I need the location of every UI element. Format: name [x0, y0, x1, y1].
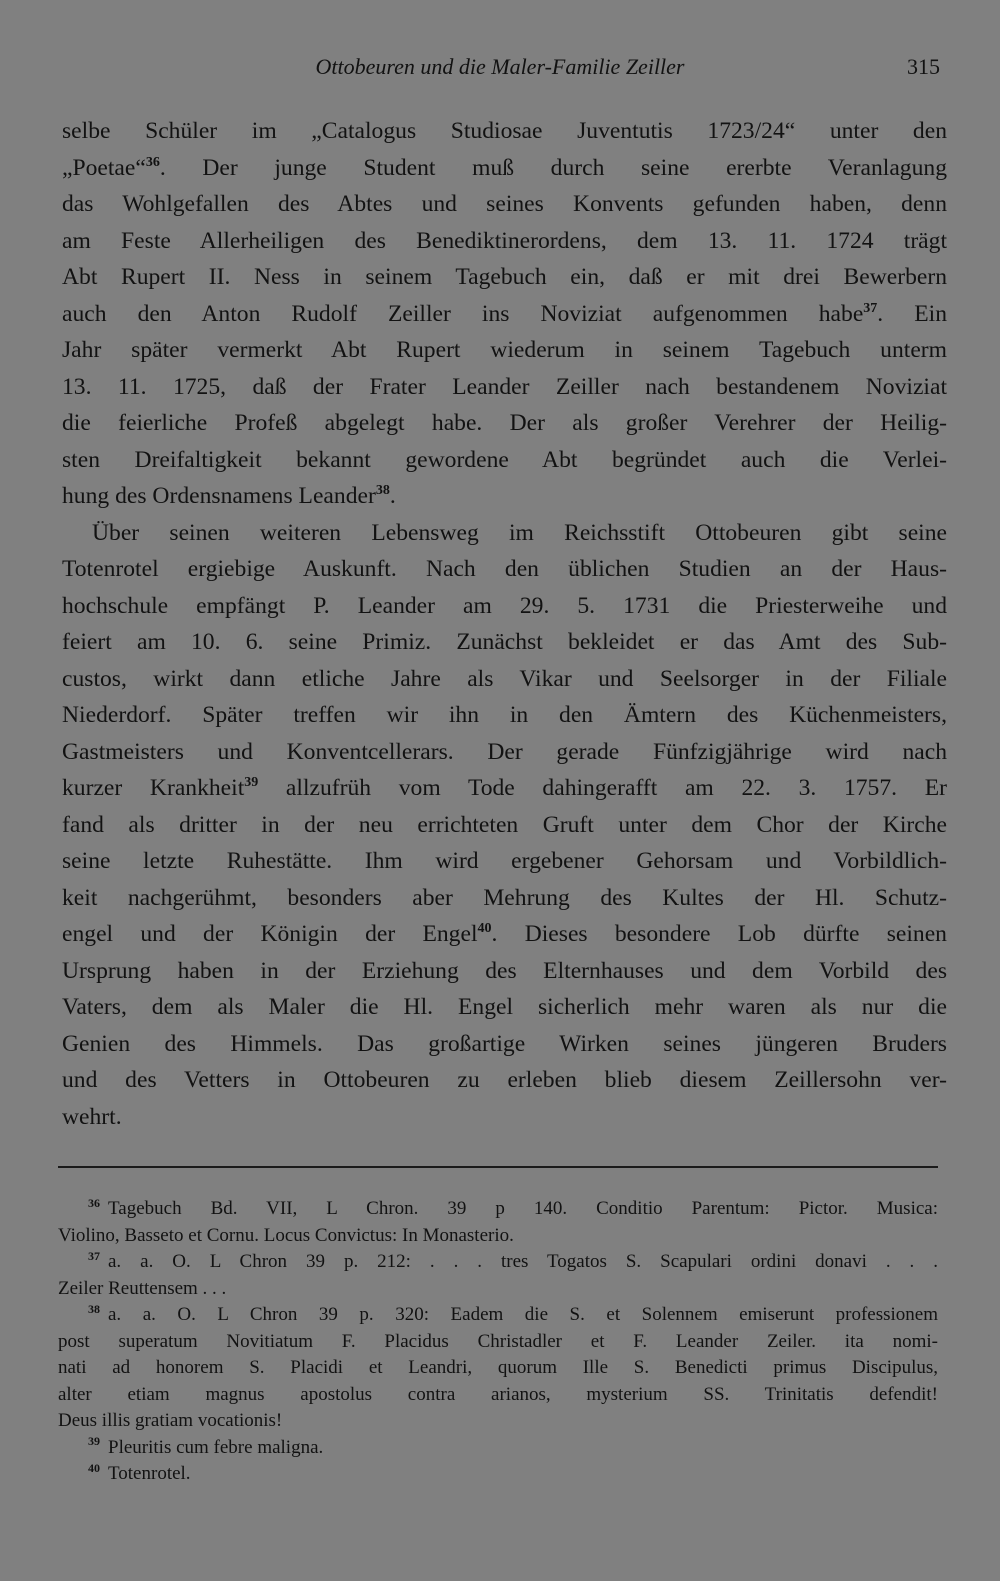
footnote-text: a. a. O. L Chron 39 p. 320: Eadem die S. et Solennem emiserunt professionem	[108, 1304, 938, 1325]
text-line: wehrt.	[62, 1103, 122, 1130]
text-line: seine letzte Ruhestätte. Ihm wird ergebener Gehorsam und Vorbildlich-	[62, 848, 947, 874]
footnote-number: 37	[88, 1248, 100, 1263]
footnote-line: Deus illis gratiam vocationis!	[58, 1410, 283, 1431]
footnote-line: alter etiam magnus apostolus contra arianos, mysterium SS. Trinitatis defendit!	[58, 1383, 938, 1405]
text-line: 13. 11. 1725, daß der Frater Leander Zeiller nach bestandenem Noviziat	[62, 373, 947, 400]
text-line: Jahr später vermerkt Abt Rupert wiederum in seinem Tagebuch unterm	[62, 337, 947, 363]
text-line	[62, 150, 947, 187]
text-line: Gastmeisters und Konventcellerars. Der gerade Fünfzigjährige wird nach	[62, 738, 947, 765]
footnote-text: Totenrotel.	[108, 1463, 191, 1484]
text-line: keit nachgerühmt, besonders aber Mehrung des Kultes der Hl. Schutz-	[62, 884, 947, 911]
text-line: Über seinen weiteren Lebensweg im Reichsstift Ottobeuren gibt seine	[92, 519, 947, 546]
page-number: 315	[907, 54, 940, 79]
footnote-text: Tagebuch Bd. VII, L Chron. 39 p 140. Conditio Parentum: Pictor. Musica:	[108, 1198, 938, 1219]
text-line: selbe Schüler im „Catalogus Studiosae Juventutis 1723/24“ unter den	[62, 118, 947, 144]
text-line	[62, 770, 947, 807]
footnote-number: 40	[88, 1460, 100, 1475]
page-header	[60, 54, 940, 94]
text-line: Vaters, dem als Maler die Hl. Engel sicherlich mehr waren als nur die	[62, 994, 947, 1020]
footnote-number: 36	[88, 1195, 100, 1210]
footnote-ref-38[interactable]: 38	[375, 483, 390, 499]
text-line: die feierliche Profeß abgelegt habe. Der als großer Verehrer der Heilig-	[62, 410, 947, 436]
text-line	[62, 916, 947, 953]
footnote-38	[58, 1302, 938, 1329]
footnote-divider	[58, 1166, 938, 1168]
line-segment: auch den Anton Rudolf Zeiller ins Noviziat aufgenommen habe	[62, 300, 864, 327]
running-title: Ottobeuren und die Maler-Familie Zeiller	[315, 54, 685, 79]
text-line: feiert am 10. 6. seine Primiz. Zunächst bekleidet er das Amt des Sub-	[62, 629, 947, 655]
line-segment: . Dieses besondere Lob dürfte seinen	[491, 921, 947, 947]
footnotes	[58, 1196, 938, 1488]
text-line: fand als dritter in der neu errichteten Gruft unter dem Chor der Kirche	[62, 811, 947, 838]
line-segment: .	[389, 483, 396, 509]
text-line: und des Vetters in Ottobeuren zu erleben blieb diesem Zeillersohn ver-	[62, 1067, 947, 1093]
text-line: Genien des Himmels. Das großartige Wirken seines jüngeren Bruders	[62, 1030, 947, 1057]
footnote-ref-37[interactable]: 37	[863, 300, 878, 316]
text-line: Niederdorf. Später treffen wir ihn in den Ämtern des Küchenmeisters,	[62, 702, 947, 728]
line-segment: allzufrüh vom Tode dahingerafft am 22. 3. 1757. Er	[258, 775, 947, 801]
line-segment: hung des Ordensnamens Leander	[62, 483, 376, 509]
footnote-text: Pleuritis cum febre maligna.	[108, 1436, 324, 1458]
line-segment: kurzer Krankheit	[62, 775, 245, 801]
text-line: am Feste Allerheiligen des Benediktinerordens, dem 13. 11. 1724 trägt	[62, 227, 947, 254]
footnote-40	[58, 1461, 938, 1488]
footnote-line: nati ad honorem S. Placidi et Leandri, quorum Ille S. Benedicti primus Discipulus,	[58, 1357, 938, 1378]
footnote-number: 38	[88, 1301, 100, 1316]
footnote-line: post superatum Novitiatum F. Placidus Christadler et F. Leander Zeiler. ita nomi-	[58, 1330, 938, 1352]
text-line: hochschule empfängt P. Leander am 29. 5. 1731 die Priesterweihe und	[62, 592, 947, 619]
footnote-line: Zeiler Reuttensem . . .	[58, 1277, 227, 1299]
footnote-36	[58, 1196, 938, 1223]
text-line	[62, 478, 947, 515]
footnote-line: Violino, Basseto et Cornu. Locus Convictus: In Monasterio.	[58, 1224, 514, 1246]
footnote-39	[58, 1435, 938, 1462]
footnote-ref-36[interactable]: 36	[145, 154, 160, 170]
line-segment: . Ein	[877, 300, 947, 327]
footnote-number: 39	[88, 1434, 100, 1449]
body-text	[62, 113, 947, 1135]
text-line	[62, 296, 947, 333]
line-segment: . Der junge Student muß durch seine ererbte Veranlagung	[159, 154, 947, 181]
text-line: Abt Rupert II. Ness in seinem Tagebuch ein, daß er mit drei Bewerbern	[62, 264, 947, 290]
footnote-ref-39[interactable]: 39	[244, 775, 259, 791]
footnote-text: a. a. O. L Chron 39 p. 212: . . . tres Togatos S. Scapulari ordini donavi . . .	[108, 1251, 938, 1272]
text-line: das Wohlgefallen des Abtes und seines Konvents gefunden haben, denn	[62, 191, 947, 217]
text-line: Ursprung haben in der Erziehung des Elternhauses und dem Vorbild des	[62, 957, 947, 984]
text-line: sten Dreifaltigkeit bekannt gewordene Abt begründet auch die Verlei-	[62, 446, 947, 473]
footnote-ref-40[interactable]: 40	[477, 921, 492, 937]
line-segment: engel und der Königin der Engel	[62, 921, 478, 947]
text-line: Totenrotel ergiebige Auskunft. Nach den üblichen Studien an der Haus-	[62, 556, 947, 582]
footnote-37	[58, 1249, 938, 1276]
line-segment: „Poetae“	[62, 154, 146, 181]
text-line: custos, wirkt dann etliche Jahre als Vikar und Seelsorger in der Filiale	[62, 665, 947, 692]
